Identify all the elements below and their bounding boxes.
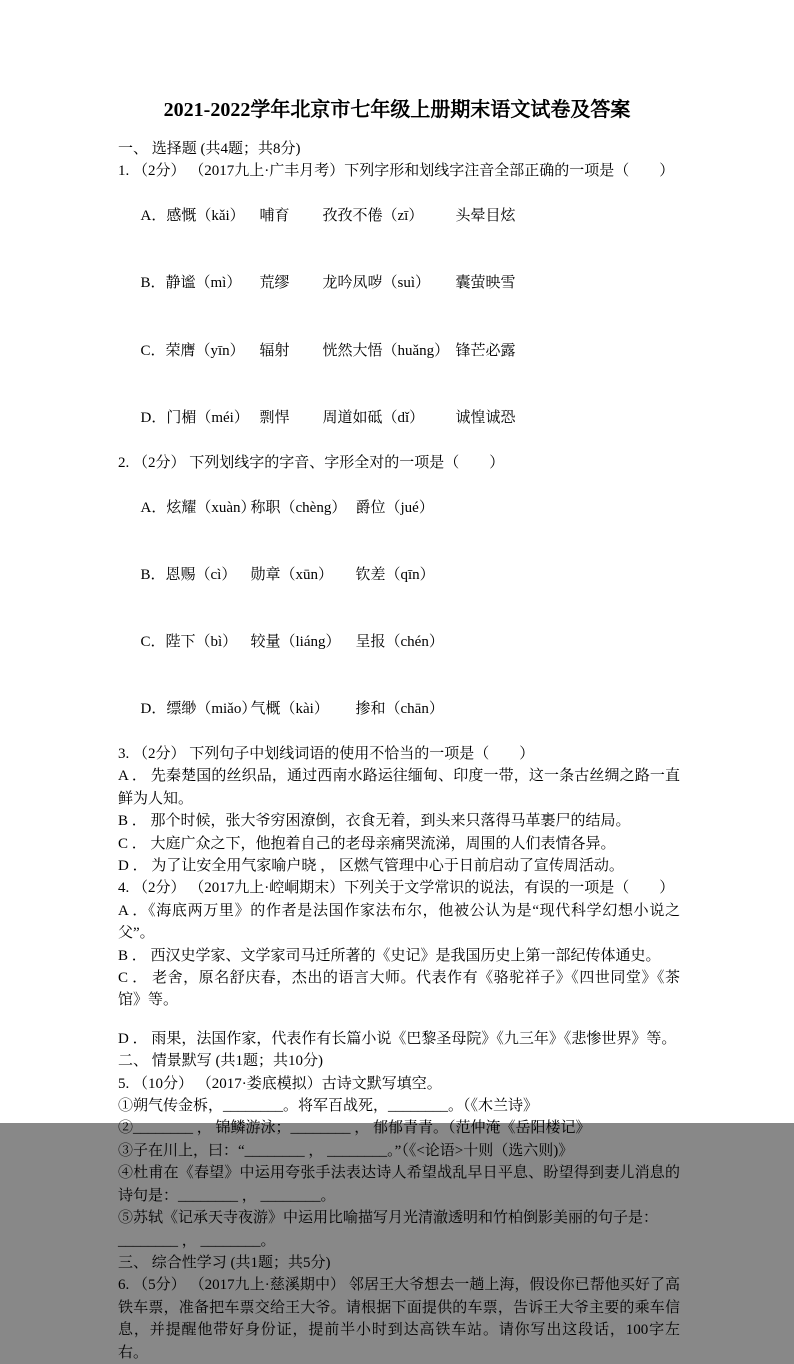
option-cell: 孜孜不倦（zī） [322,208,424,225]
option-cell: 气概（kài） [250,701,329,718]
section-heading-dictation: 二、 情景默写 (共1题；共10分) [118,1053,323,1070]
document-content [118,138,680,1364]
q4-option-a: A ．《海底两万里》的作者是法国作家法布尔，他被公认为是“现代科学幻想小说之父”。 [118,902,680,942]
q1-option-a [118,183,680,250]
q5-stem: 5. （10分） （2017·娄底模拟）古诗文默写填空。 [118,1075,442,1092]
q3-stem: 3. （2分） 下列句子中划线词语的使用不恰当的一项是（ ） [118,745,535,762]
option-cell: D．门楣（méi） [140,409,249,426]
option-cell: 掺和（chān） [355,701,444,718]
q5-item-4: ④杜甫在《春望》中运用夸张手法表达诗人希望战乱早日平息、盼望得到妻儿消息的诗句是：________ ， ________。 [118,1165,680,1204]
option-cell: 恍然大悟（huǎng） [322,342,450,359]
option-cell: 钦差（qīn） [355,566,435,583]
section-heading-choice: 一、 选择题 (共4题；共8分) [118,141,301,157]
option-cell: 呈报（chén） [355,633,444,650]
q3-option-d: D ． 为了让安全用气家喻户晓 ， 区燃气管理中心于日前启动了宣传周活动。 [118,858,624,874]
q2-option-b [118,541,680,608]
option-cell: 剽悍 [259,409,290,426]
page-title: 2021-2022学年北京市七年级上册期末语文试卷及答案 [163,99,631,121]
q6-stem: 6. （5分） （2017九上·慈溪期中） 邻居王大爷想去一趟上海，假设你已帮他买好了高铁车票，准备把车票交给王大爷。请根据下面提供的车票，告诉王大爷主要的乘车信息，并提醒他带好身份证，提前半小时到达高铁车站。请你写出这段话，100字左右。 [118,1277,680,1361]
option-cell: 龙吟凤哕（suì） [322,275,431,292]
q4-option-d: D ． 雨果，法国作家，代表作有长篇小说《巴黎圣母院》《九三年》《悲惨世界》等。 [118,1030,677,1047]
option-cell: 诚惶诚恐 [455,409,516,426]
option-cell: 哺育 [259,208,290,225]
q2-option-a [118,474,680,541]
q3-option-b: B ． 那个时候，张大爷穷困潦倒，衣食无着，到头来只落得马革裹尸的结局。 [118,813,631,830]
q5-item-1: ①朔气传金柝，________。将军百战死，________。（《木兰诗》 [118,1098,539,1115]
option-cell: 爵位（jué） [355,499,434,516]
option-cell: 锋芒必露 [455,342,516,359]
q1-option-c [118,317,680,384]
q3-option-c: C ． 大庭广众之下，他抱着自己的老母亲痛哭流涕，周围的人们表情各异。 [118,835,616,852]
option-cell: 头晕目炫 [455,208,516,225]
option-cell: A．感慨（kǎi） [140,208,245,225]
option-cell: 勋章（xūn） [250,566,334,583]
q5-item-5-blanks: ________ ， ________。 [118,1232,276,1249]
q3-option-a: A ． 先秦楚国的丝织品，通过西南水路运往缅甸、印度一带，这一条古丝绸之路一直鲜为人知。 [118,768,680,807]
option-cell: C．陛下（bì） [140,633,238,650]
q4-stem: 4. （2分） （2017九上·崆峒期末）下列关于文学常识的说法，有误的一项是（ ） [118,880,675,897]
q2-option-c [118,609,680,676]
option-cell: B．静谧（mì） [140,275,242,292]
q1-option-b [118,250,680,317]
paragraph-gap [118,1012,680,1028]
section-heading-comprehensive: 三、 综合性学习 (共1题；共5分) [118,1254,331,1271]
q5-item-5: ⑤苏轼《记承天寺夜游》中运用比喻描写月光清澈透明和竹柏倒影美丽的句子是： [118,1210,659,1227]
q5-item-3: ③子在川上，曰：“________ ， ________。”（《<论语>十则（选六则)》 [118,1142,574,1159]
q2-option-d [118,676,680,743]
option-cell: 周道如砥（dǐ） [322,409,425,426]
option-cell: 囊萤映雪 [455,275,516,292]
q4-option-c: C ． 老舍，原名舒庆春，杰出的语言大师。代表作有《骆驼祥子》《四世同堂》《茶馆》等。 [118,970,680,1009]
option-cell: B．恩赐（cì） [140,566,237,583]
option-cell: A．炫耀（xuàn） [140,499,256,516]
q1-stem: 1. （2分） （2017九上·广丰月考）下列字形和划线字注音全部正确的一项是（ ） [118,163,675,180]
q5-item-2: ②________ ， 锦鳞游泳；________ ， 郁郁青青。（范仲淹《岳阳楼记》 [118,1120,591,1137]
q2-stem: 2. （2分） 下列划线字的字音、字形全对的一项是（ ） [118,454,505,471]
option-cell: C．荣膺（yīn） [140,342,245,359]
option-cell: 较量（liáng） [250,633,341,650]
option-cell: 荒缪 [259,275,290,292]
option-cell: 称职（chèng） [250,499,347,516]
option-cell: 辐射 [259,342,290,359]
q1-option-d [118,384,680,451]
option-cell: D．缥缈（miǎo） [140,701,257,718]
q4-option-b: B ． 西汉史学家、文学家司马迁所著的《史记》是我国历史上第一部纪传体通史。 [118,947,661,964]
